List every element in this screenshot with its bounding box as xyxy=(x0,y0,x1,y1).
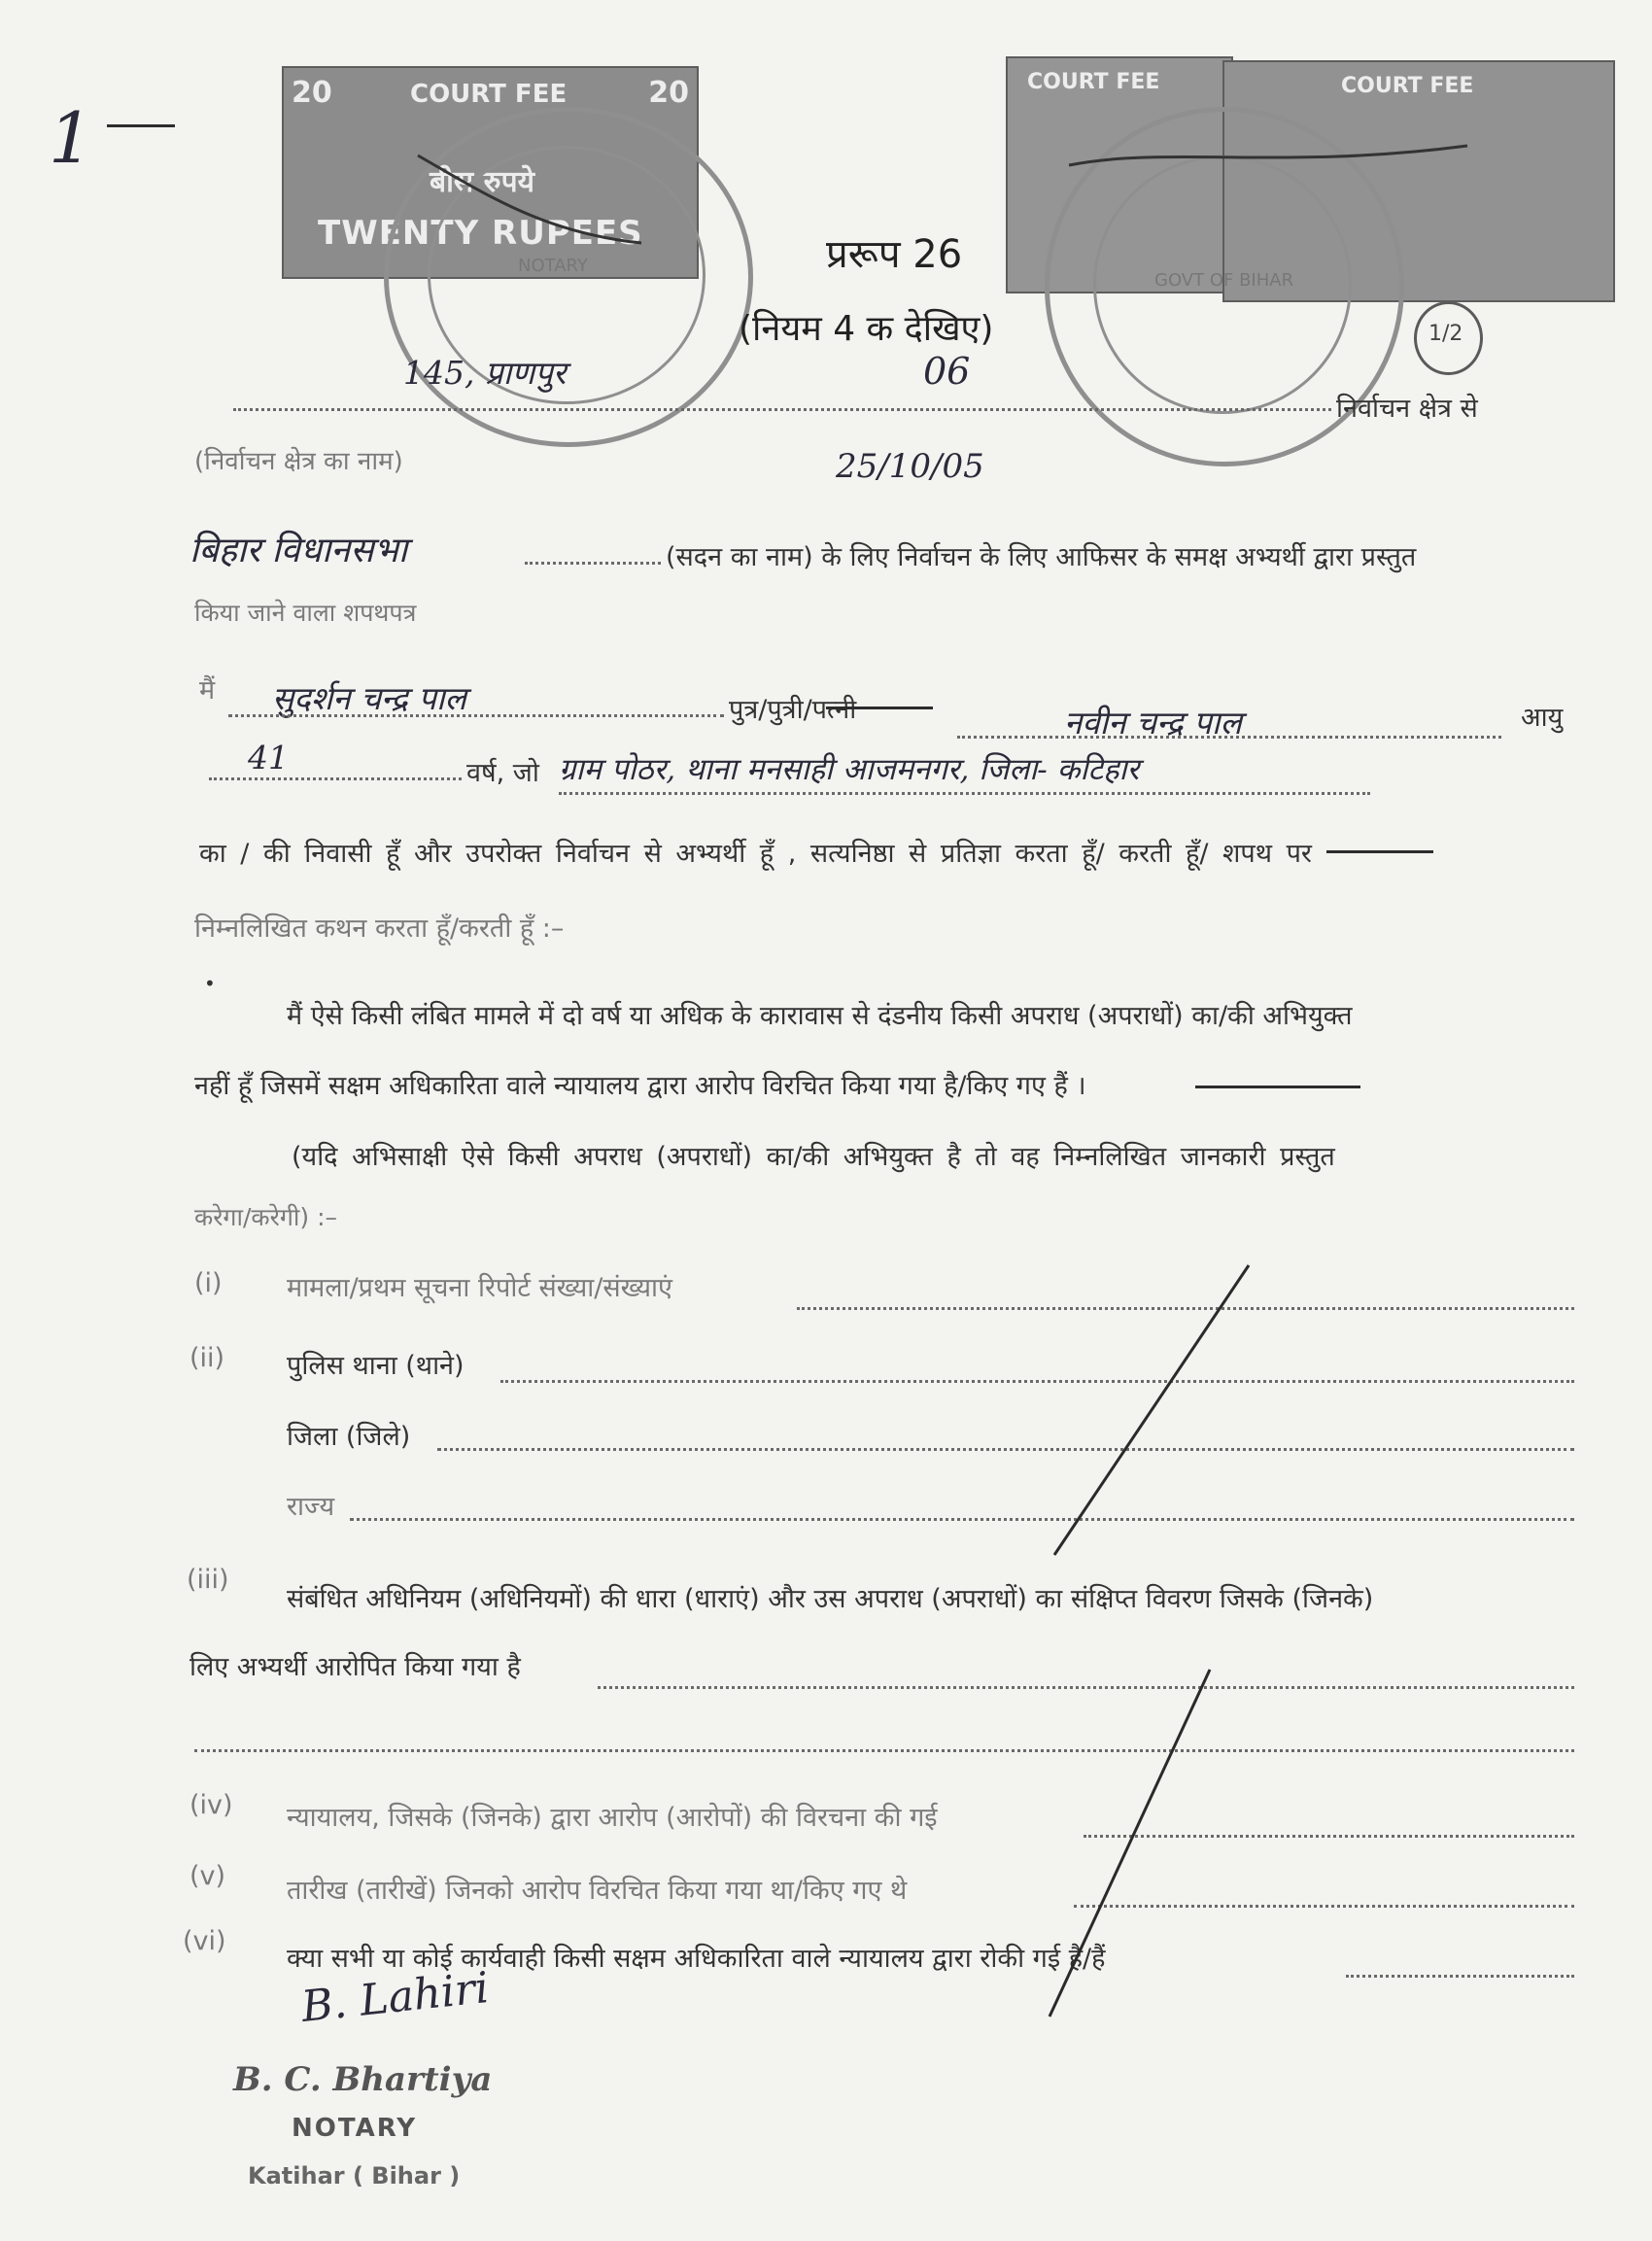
notary-name: B. C. Bhartiya xyxy=(233,2060,493,2099)
declarant-prefix: मैं xyxy=(199,675,216,706)
form-rule: (नियम 4 क देखिए) xyxy=(739,309,994,349)
stamp-left-main: TWENTY RUPEES xyxy=(318,214,643,253)
stamp-signature-right xyxy=(1069,146,1467,165)
if-line-1: (यदि अभिसाक्षी ऐसे किसी अपराध (अपराधों) का/की अभियुक्त है तो वह निम्नलिखित जानकारी प्रस्तुत xyxy=(292,1142,1335,1172)
resident-line-1: का / की निवासी हूँ और उपरोक्त निर्वाचन से अभ्यर्थी हूँ , सत्यनिष्ठा से प्रतिज्ञा करता हूँ/ करती हूँ/ शपथ पर xyxy=(199,839,1312,869)
item-iii-line-1: संबंधित अधिनियम (अधिनियमों) की धारा (धाराएं) और उस अपराध (अपराधों) का संक्षिप्त विवरण जिसके (जिनके) xyxy=(287,1584,1374,1614)
if-line-2: करेगा/करेगी) :– xyxy=(194,1203,337,1231)
declarant-age-label: आयु xyxy=(1521,703,1564,733)
declarant-parent: नवीन चन्द्र पाल xyxy=(1064,704,1242,741)
item-i-number: (i) xyxy=(194,1268,223,1298)
item-iii-line-2: लिए अभ्यर्थी आरोपित किया गया है xyxy=(189,1652,521,1682)
notary-place: Katihar ( Bihar ) xyxy=(248,2162,461,2189)
item-v-number: (v) xyxy=(189,1861,226,1891)
pending-line-1: मैं ऐसे किसी लंबित मामले में दो वर्ष या अधिक के कारावास से दंडनीय किसी अपराध (अपराधों) का/की अभियुक्त xyxy=(287,1001,1353,1031)
district-label: जिला (जिले) xyxy=(287,1422,411,1452)
notary-signature: B. Lahiri xyxy=(298,1963,492,2032)
form-title: प्ररूप 26 xyxy=(826,232,963,277)
fraction-seal-text: 1/2 xyxy=(1428,322,1463,346)
stamp-right-2-label: COURT FEE xyxy=(1341,74,1474,98)
constituency-ref: 06 xyxy=(923,350,971,393)
constituency-date: 25/10/05 xyxy=(836,447,984,486)
constituency-suffix: निर्वाचन क्षेत्र से xyxy=(1336,394,1478,424)
stamp-left-value-2: 20 xyxy=(648,76,689,110)
constituency-handwritten: 145, प्राणपुर xyxy=(403,354,567,392)
seal-right-text: GOVT OF BIHAR xyxy=(1154,270,1294,291)
seal-left-text: NOTARY xyxy=(518,256,588,276)
declarant-years-label: वर्ष, जो xyxy=(466,758,539,788)
constituency-label: (निर्वाचन क्षेत्र का नाम) xyxy=(194,447,403,476)
declarant-name: सुदर्शन चन्द्र पाल xyxy=(272,679,466,717)
cancel-line-lower xyxy=(1050,1670,1210,2017)
declarant-relation: पुत्र/पुत्री/पत्नी xyxy=(729,695,857,725)
resident-line-2: निम्नलिखित कथन करता हूँ/करती हूँ :– xyxy=(194,914,565,944)
item-vi-label: क्या सभी या कोई कार्यवाही किसी सक्षम अधिकारिता वाले न्यायालय द्वारा रोकी गई है/हैं xyxy=(287,1944,1106,1974)
stamp-right-1-label: COURT FEE xyxy=(1027,70,1160,94)
pending-line-2: नहीं हूँ जिसमें सक्षम अधिकारिता वाले न्यायालय द्वारा आरोप विरचित किया गया है/किए गए हैं । xyxy=(194,1071,1086,1101)
page-number-mark: 1 xyxy=(49,97,93,179)
stamp-signature-left xyxy=(418,155,641,243)
item-v-label: तारीख (तारीखें) जिनको आरोप विरचित किया गया था/किए गए थे xyxy=(287,1876,908,1906)
item-i-label: मामला/प्रथम सूचना रिपोर्ट संख्या/संख्याएं xyxy=(287,1273,672,1303)
item-vi-number: (vi) xyxy=(183,1926,226,1956)
house-text: (सदन का नाम) के लिए निर्वाचन के लिए आफिसर के समक्ष अभ्यर्थी द्वारा प्रस्तुत xyxy=(666,542,1417,572)
stamp-left-hindi: बीस रुपये xyxy=(430,165,535,199)
house-line2: किया जाने वाला शपथपत्र xyxy=(194,599,417,627)
stamp-left-top-text: COURT FEE xyxy=(410,80,568,109)
item-ii-number: (ii) xyxy=(189,1343,225,1373)
item-ii-label: पुलिस थाना (थाने) xyxy=(287,1351,465,1381)
item-iv-label: न्यायालय, जिसके (जिनके) द्वारा आरोप (आरोपों) की विरचना की गई xyxy=(287,1803,938,1833)
item-iii-number: (iii) xyxy=(187,1565,229,1595)
declarant-address: ग्राम पोठर, थाना मनसाही आजमनगर, जिला- कटिहार xyxy=(559,752,1140,787)
house-handwritten: बिहार विधानसभा xyxy=(189,531,408,570)
bullet-mark: • xyxy=(204,972,216,995)
cancel-line-upper xyxy=(1054,1265,1249,1555)
stamp-left-value-1: 20 xyxy=(292,76,332,110)
notary-title: NOTARY xyxy=(292,2114,418,2143)
state-label: राज्य xyxy=(287,1492,335,1522)
item-iv-number: (iv) xyxy=(189,1790,233,1820)
declarant-age: 41 xyxy=(248,739,289,776)
